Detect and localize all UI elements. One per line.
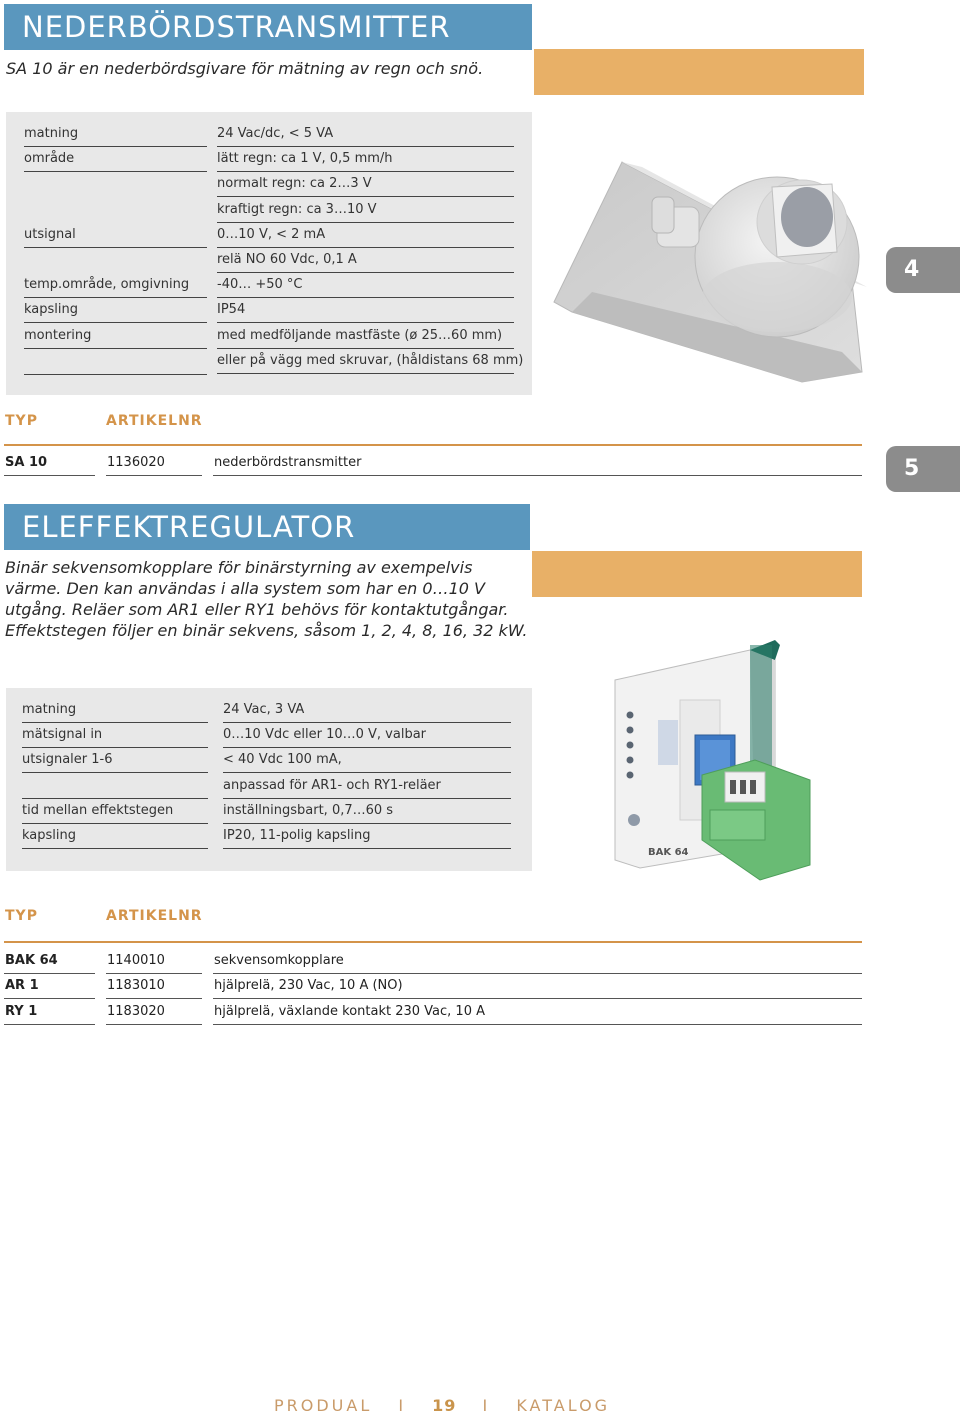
spec-value: anpassad för AR1- och RY1-reläer [223, 777, 441, 793]
spec-label-rule [22, 722, 208, 723]
intro-line: utgång. Reläer som AR1 eller RY1 behövs för kontaktutgångar. [5, 600, 509, 619]
row-rule [4, 475, 95, 476]
spec-value: IP54 [217, 302, 246, 318]
column-header-typ: TYP [5, 413, 38, 429]
row-rule [106, 475, 202, 476]
footer-separator: I [398, 1396, 407, 1415]
spec-label: kapsling [24, 302, 79, 318]
cell-typ: SA 10 [5, 455, 48, 470]
spec-value: relä NO 60 Vdc, 0,1 A [217, 252, 357, 267]
row-rule [106, 973, 202, 974]
spec-label-rule [22, 747, 208, 748]
spec-value-rule [217, 222, 514, 223]
spec-value-rule [217, 146, 514, 147]
section-title: NEDERBÖRDSTRANSMITTER [4, 4, 532, 50]
spec-value: 24 Vac, 3 VA [223, 702, 305, 717]
spec-label-rule [22, 823, 208, 824]
section-title: ELEFFEKTREGULATOR [4, 504, 530, 550]
spec-value: 0…10 Vdc eller 10…0 V, valbar [223, 727, 427, 743]
spec-value: inställningsbart, 0,7…60 s [223, 802, 394, 818]
page-footer [274, 1396, 674, 1415]
spec-value: 0…10 V, < 2 mA [217, 226, 326, 242]
section-tab-5[interactable]: 5 [886, 446, 960, 492]
spec-label: utsignal [24, 226, 76, 242]
spec-label-rule [24, 374, 207, 375]
column-header-typ: TYP [5, 908, 38, 924]
spec-label-rule [24, 146, 207, 147]
spec-label-rule [22, 848, 208, 849]
cell-artikelnr: 1183010 [107, 978, 165, 994]
cell-description: hjälprelä, växlande kontakt 230 Vac, 10 A [214, 1003, 485, 1019]
spec-label: mätsignal in [22, 727, 103, 743]
spec-value: IP20, 11-polig kapsling [223, 828, 371, 843]
row-rule [106, 998, 202, 999]
spec-value: kraftigt regn: ca 3…10 V [217, 201, 377, 217]
spec-label: temp.område, omgivning [24, 277, 190, 293]
spec-label: montering [24, 327, 92, 343]
spec-label-rule [24, 348, 207, 349]
column-header-artikelnr: ARTIKELNR [106, 413, 203, 429]
row-rule [4, 1024, 95, 1025]
spec-label: område [24, 151, 75, 167]
device-label: BAK 64 [648, 847, 689, 858]
spec-value-rule [217, 247, 514, 248]
intro-line: Effektstegen följer en binär sekvens, såsom 1, 2, 4, 8, 16, 32 kW. [5, 621, 528, 640]
spec-value: normalt regn: ca 2…3 V [217, 176, 372, 192]
cell-artikelnr: 1136020 [107, 455, 165, 470]
cell-typ: AR 1 [5, 978, 39, 994]
table-header-rule [4, 941, 862, 943]
cell-typ: RY 1 [5, 1003, 38, 1019]
section-intro [5, 557, 545, 641]
cell-description: nederbördstransmitter [214, 455, 362, 470]
spec-label-rule [24, 171, 207, 172]
spec-value-rule [217, 171, 514, 172]
spec-value: < 40 Vdc 100 mA, [223, 752, 342, 768]
orange-accent-bar [534, 49, 864, 95]
spec-value-rule [223, 722, 511, 723]
spec-label: matning [22, 702, 77, 717]
spec-label: matning [24, 126, 79, 141]
spec-value: lätt regn: ca 1 V, 0,5 mm/h [217, 151, 393, 167]
spec-value: -40… +50 °C [217, 277, 303, 293]
spec-label-rule [22, 772, 208, 773]
row-rule [4, 973, 95, 974]
spec-value-rule [223, 747, 511, 748]
intro-line: Binär sekvensomkopplare för binärstyrning av exempelvis [5, 558, 473, 577]
cell-description: hjälprelä, 230 Vac, 10 A (NO) [214, 978, 403, 994]
row-rule [213, 998, 862, 999]
spec-value-rule [217, 322, 514, 323]
spec-value: eller på vägg med skruvar, (håldistans 68 mm) [217, 352, 524, 368]
footer-separator: I [482, 1396, 491, 1415]
product-image-rain-sensor [532, 112, 932, 412]
spec-label-rule [24, 247, 207, 248]
intro-line: värme. Den kan användas i alla system som har en 0…10 V [5, 579, 485, 598]
spec-label-rule [22, 798, 208, 799]
row-rule [4, 998, 95, 999]
spec-label: utsignaler 1-6 [22, 752, 113, 768]
spec-value-rule [217, 196, 514, 197]
spec-value: med medföljande mastfäste (ø 25…60 mm) [217, 327, 503, 343]
row-rule [213, 973, 862, 974]
product-image-bak64 [590, 640, 860, 920]
spec-value: 24 Vac/dc, < 5 VA [217, 126, 334, 141]
orange-accent-bar [532, 551, 862, 597]
spec-value-rule [217, 272, 514, 273]
spec-value-rule [223, 848, 511, 849]
spec-value-rule [223, 823, 511, 824]
row-rule [213, 1024, 862, 1025]
spec-label: tid mellan effektstegen [22, 802, 174, 818]
cell-artikelnr: 1183020 [107, 1003, 165, 1019]
spec-value-rule [223, 798, 511, 799]
section-intro: SA 10 är en nederbördsgivare för mätning av regn och snö. [6, 59, 484, 78]
footer-catalog: KATALOG [516, 1396, 611, 1415]
spec-label-rule [24, 322, 207, 323]
spec-value-rule [217, 373, 514, 374]
cell-artikelnr: 1140010 [107, 953, 165, 968]
spec-value-rule [217, 297, 514, 298]
spec-label-rule [24, 297, 207, 298]
row-rule [213, 475, 862, 476]
spec-value-rule [217, 348, 514, 349]
column-header-artikelnr: ARTIKELNR [106, 908, 203, 924]
cell-description: sekvensomkopplare [214, 953, 344, 968]
footer-brand: PRODUAL [274, 1396, 373, 1415]
row-rule [106, 1024, 202, 1025]
spec-value-rule [223, 772, 511, 773]
table-header-rule [4, 444, 862, 446]
spec-label: kapsling [22, 828, 77, 843]
section-tab-4[interactable]: 4 [886, 247, 960, 293]
page-number: 19 [432, 1396, 457, 1415]
cell-typ: BAK 64 [5, 953, 58, 968]
